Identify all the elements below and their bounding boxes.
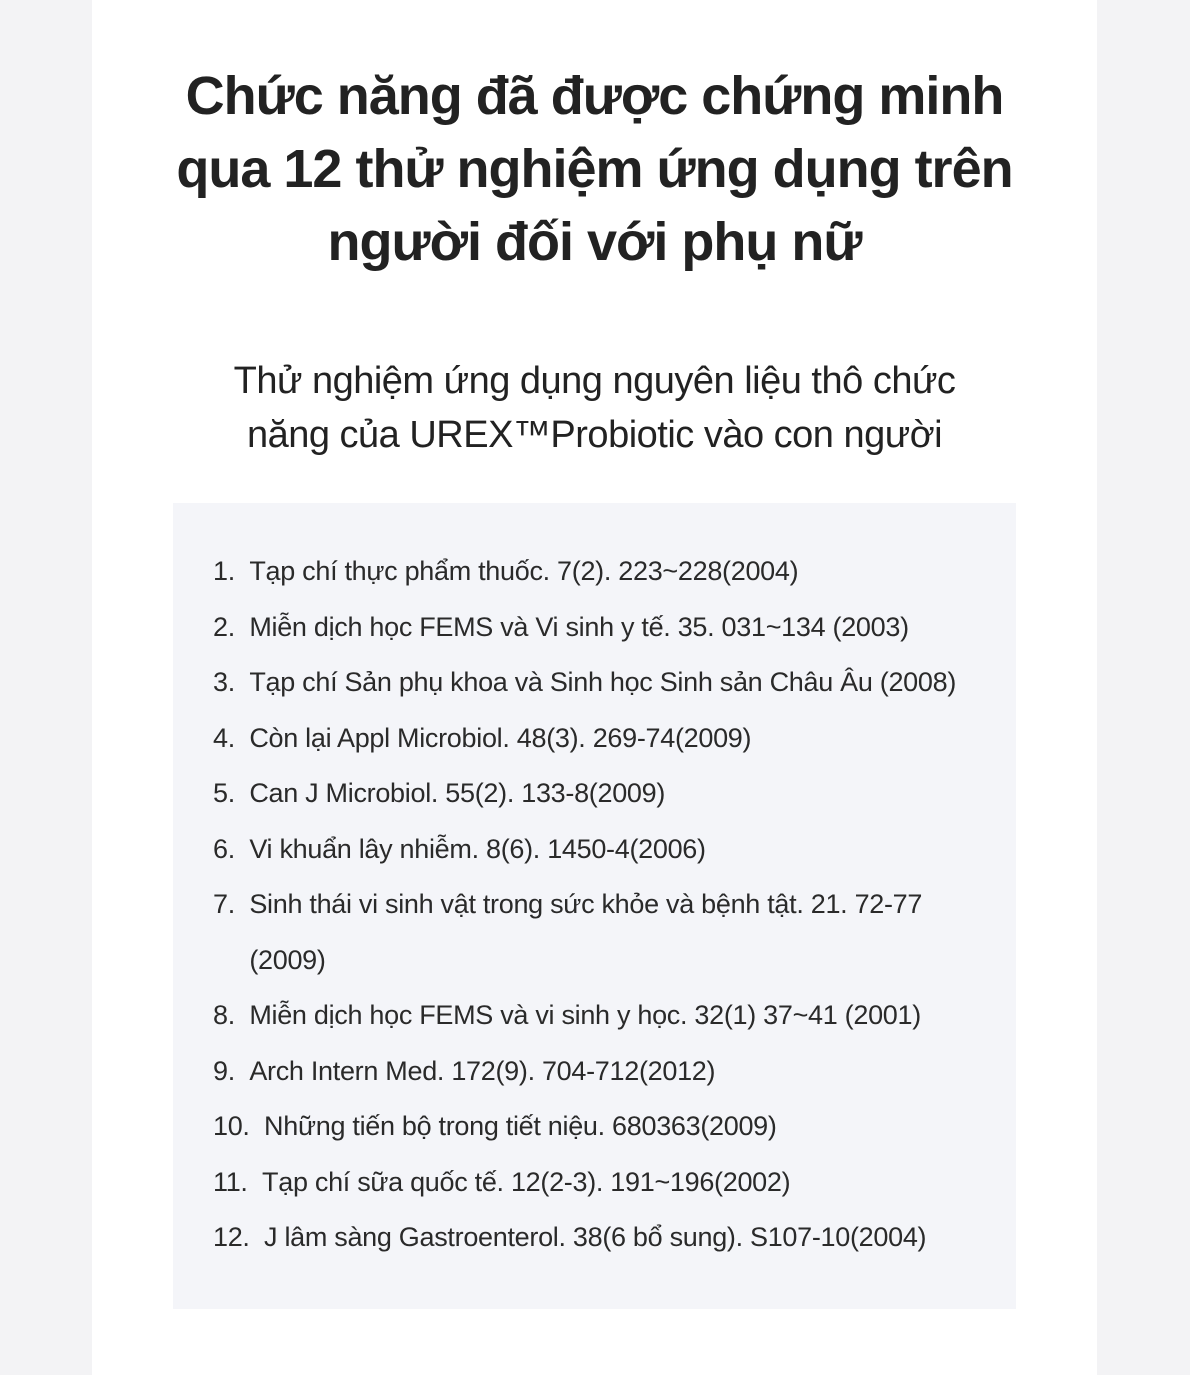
reference-number: 1. — [213, 556, 250, 586]
reference-item — [213, 544, 993, 600]
reference-text: Sinh thái vi sinh vật trong sức khỏe và bệnh tật. 21. 72-77 (2009) — [249, 889, 923, 975]
reference-item — [213, 1099, 993, 1155]
reference-item — [213, 766, 993, 822]
reference-number: 3. — [213, 667, 250, 697]
reference-text: Vi khuẩn lây nhiễm. 8(6). 1450-4(2006) — [249, 833, 706, 864]
reference-text: Miễn dịch học FEMS và Vi sinh y tế. 35. 031~134 (2003) — [249, 611, 909, 642]
reference-item — [213, 600, 993, 656]
reference-item — [213, 711, 993, 767]
reference-number: 7. — [213, 889, 250, 919]
reference-number: 12. — [213, 1222, 265, 1252]
reference-number: 9. — [213, 1055, 250, 1086]
reference-number: 8. — [213, 1000, 250, 1030]
section-subtitle-line: Thử nghiệm ứng dụng nguyên liệu thô chức — [233, 360, 956, 402]
reference-item — [213, 1044, 993, 1100]
page-title-line: Chức năng đã được chứng minh — [185, 66, 1004, 126]
reference-text: Tạp chí thực phẩm thuốc. 7(2). 223~228(2004) — [249, 556, 799, 586]
page-title-line: qua 12 thử nghiệm ứng dụng trên — [176, 139, 1013, 199]
reference-text: J lâm sàng Gastroenterol. 38(6 bổ sung). S107-10(2004) — [264, 1222, 927, 1252]
reference-item — [213, 822, 993, 878]
reference-number: 11. — [213, 1166, 263, 1197]
references-list — [213, 544, 993, 1266]
reference-item — [213, 655, 993, 711]
reference-number: 4. — [213, 722, 250, 753]
page-title-line: người đối với phụ nữ — [327, 212, 862, 272]
reference-item — [213, 1155, 993, 1211]
reference-number: 5. — [213, 778, 250, 808]
reference-number: 6. — [213, 833, 250, 864]
reference-text: Tạp chí sữa quốc tế. 12(2-3). 191~196(2002) — [262, 1166, 791, 1197]
reference-text: Can J Microbiol. 55(2). 133-8(2009) — [249, 778, 666, 808]
reference-item — [213, 1210, 993, 1266]
section-subtitle — [92, 354, 1097, 462]
reference-text: Miễn dịch học FEMS và vi sinh y học. 32(1) 37~41 (2001) — [249, 1000, 921, 1030]
page — [92, 0, 1097, 1375]
reference-text: Những tiến bộ trong tiết niệu. 680363(2009) — [264, 1111, 777, 1141]
reference-item — [213, 877, 993, 988]
reference-text: Tạp chí Sản phụ khoa và Sinh học Sinh sản Châu Âu (2008) — [249, 667, 957, 697]
reference-text: Còn lại Appl Microbiol. 48(3). 269-74(2009) — [249, 722, 752, 753]
reference-item — [213, 988, 993, 1044]
reference-number: 10. — [213, 1111, 265, 1141]
reference-number: 2. — [213, 611, 250, 642]
references-panel — [173, 503, 1016, 1309]
section-subtitle-line: năng của UREX™Probiotic vào con người — [246, 414, 943, 456]
reference-text: Arch Intern Med. 172(9). 704-712(2012) — [249, 1055, 716, 1086]
page-title — [92, 60, 1097, 279]
